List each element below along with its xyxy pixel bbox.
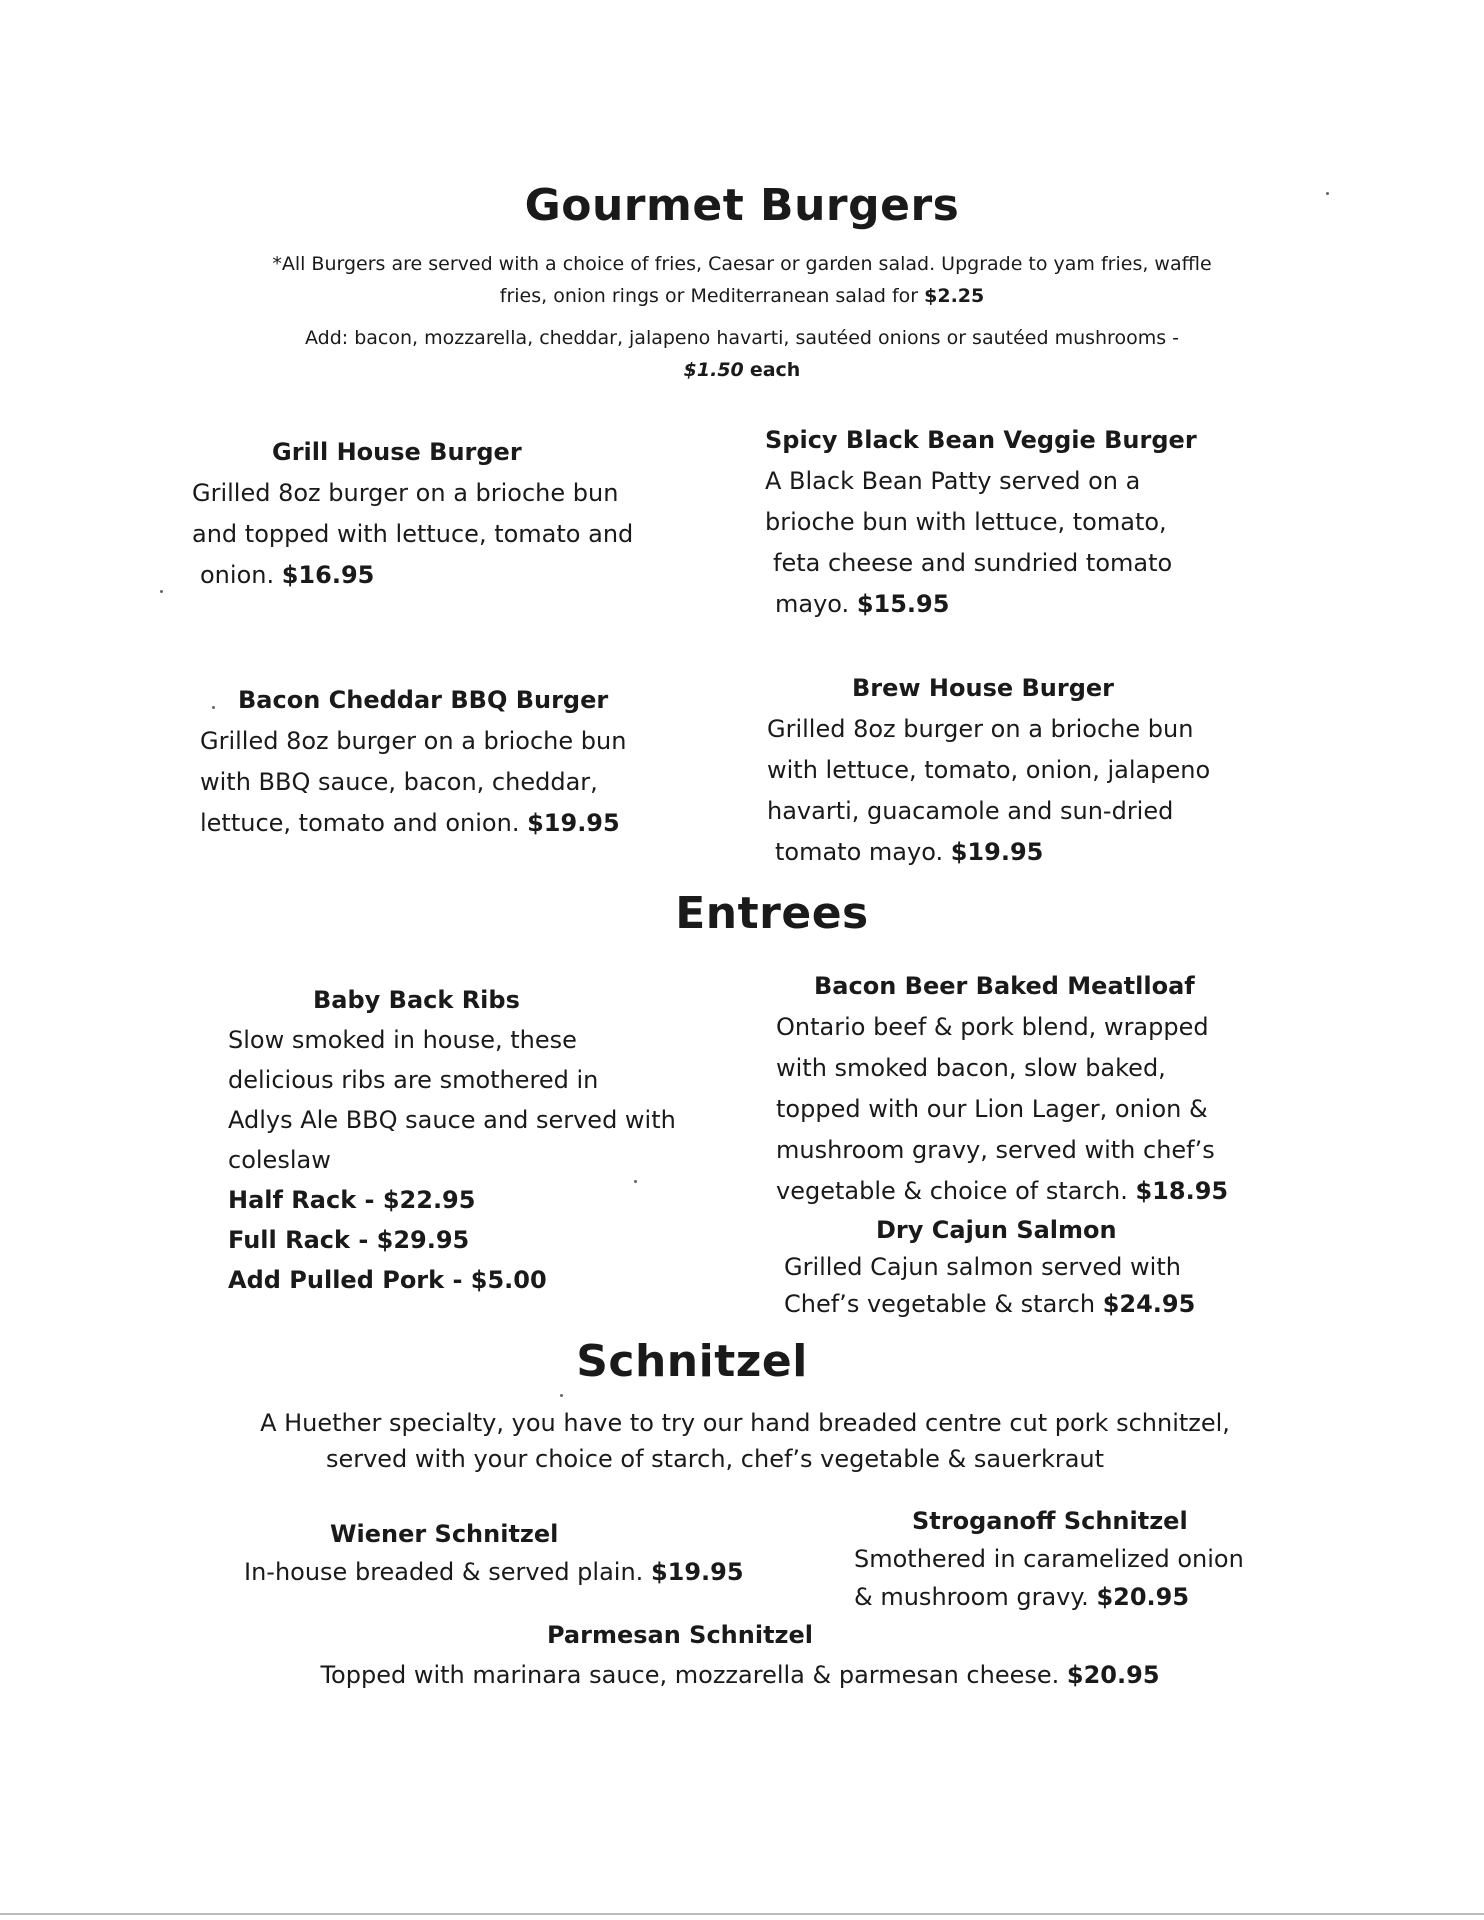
item-desc-line: Grilled Cajun salmon served with <box>784 1253 1181 1281</box>
item-price: $20.95 <box>1096 1583 1190 1611</box>
item-desc-line: Adlys Ale BBQ sauce and served with <box>228 1106 676 1134</box>
menu-item-bacon-beer-baked-meatloaf <box>776 966 1336 1212</box>
item-name: Grill House Burger <box>272 438 522 466</box>
menu-item-dry-cajun-salmon <box>784 1212 1324 1323</box>
item-desc-text: & mushroom gravy. <box>854 1583 1089 1611</box>
item-desc-line: Grilled 8oz burger on a brioche bun <box>767 715 1194 743</box>
burgers-note <box>200 248 1284 386</box>
menu-item-brew-house-burger <box>767 668 1287 873</box>
scan-speck <box>634 1180 637 1183</box>
burgers-note-line2-text: fries, onion rings or Mediterranean salad for <box>499 285 919 307</box>
item-desc-line: mushroom gravy, served with chef’s <box>776 1136 1215 1164</box>
item-desc-last <box>192 555 712 596</box>
burgers-addon-price: $1.50 <box>683 359 744 381</box>
menu-item-grill-house-burger <box>192 432 712 596</box>
item-price: $15.95 <box>856 590 950 618</box>
item-desc-text: mayo. <box>775 590 850 618</box>
item-desc-last <box>776 1171 1336 1212</box>
item-desc-line: coleslaw <box>228 1146 331 1174</box>
scan-speck <box>212 706 215 709</box>
page-bottom-edge <box>0 1913 1484 1915</box>
item-desc-line: Ontario beef & pork blend, wrapped <box>776 1013 1209 1041</box>
item-desc-line: with lettuce, tomato, onion, jalapeno <box>767 756 1211 784</box>
item-name: Bacon Cheddar BBQ Burger <box>238 686 609 714</box>
item-desc-line: feta cheese and sundried tomato <box>773 549 1173 577</box>
item-desc-line: brioche bun with lettuce, tomato, <box>765 508 1167 536</box>
schnitzel-intro <box>220 1405 1270 1477</box>
item-desc-line: Grilled 8oz burger on a brioche bun <box>192 479 619 507</box>
item-name: Brew House Burger <box>852 674 1115 702</box>
item-desc-line: with BBQ sauce, bacon, cheddar, <box>200 768 598 796</box>
schnitzel-intro-line2: served with your choice of starch, chef’s vegetable & sauerkraut <box>325 1445 1105 1473</box>
item-desc-line: delicious ribs are smothered in <box>228 1066 599 1094</box>
item-desc-last <box>784 1286 1324 1323</box>
item-price: $18.95 <box>1135 1177 1229 1205</box>
item-desc-text: lettuce, tomato and onion. <box>200 809 520 837</box>
burgers-note-line3: Add: bacon, mozzarella, cheddar, jalapeno havarti, sautéed onions or sautéed mushrooms - <box>304 327 1180 349</box>
menu-item-baby-back-ribs <box>228 980 728 1300</box>
menu-item-stroganoff-schnitzel <box>854 1502 1354 1616</box>
item-desc-line: Grilled 8oz burger on a brioche bun <box>200 727 627 755</box>
menu-item-wiener-schnitzel <box>244 1515 764 1591</box>
item-name: Baby Back Ribs <box>313 986 520 1014</box>
menu-item-parmesan-schnitzel <box>320 1615 1160 1695</box>
ribs-half-rack-price: Half Rack - $22.95 <box>228 1186 476 1214</box>
item-desc-last <box>765 584 1285 625</box>
item-desc-text: Topped with marinara sauce, mozzarella & parmesan cheese. <box>320 1661 1060 1689</box>
item-name: Stroganoff Schnitzel <box>912 1507 1188 1535</box>
scan-speck <box>1326 192 1329 195</box>
item-price: $20.95 <box>1066 1661 1160 1689</box>
item-desc-last <box>854 1578 1354 1616</box>
item-desc-line: havarti, guacamole and sun-dried <box>767 797 1174 825</box>
item-desc-line: and topped with lettuce, tomato and <box>192 520 634 548</box>
burgers-note-line2 <box>200 280 1284 312</box>
item-name: Parmesan Schnitzel <box>546 1621 814 1649</box>
item-name: Spicy Black Bean Veggie Burger <box>765 426 1197 454</box>
item-desc-line: Slow smoked in house, these <box>228 1026 577 1054</box>
burgers-upgrade-price: $2.25 <box>924 285 985 307</box>
item-desc-text: Chef’s vegetable & starch <box>784 1290 1096 1318</box>
burgers-addon-each: each <box>749 359 801 381</box>
item-desc-last <box>200 803 720 844</box>
item-desc-line: with smoked bacon, slow baked, <box>776 1054 1166 1082</box>
item-desc-line: Smothered in caramelized onion <box>854 1545 1244 1573</box>
section-title-schnitzel: Schnitzel <box>576 1336 808 1387</box>
menu-item-black-bean-veggie-burger <box>765 420 1285 625</box>
item-price: $19.95 <box>527 809 620 837</box>
item-desc-text: vegetable & choice of starch. <box>776 1177 1128 1205</box>
schnitzel-intro-line1: A Huether specialty, you have to try our hand breaded centre cut pork schnitzel, <box>260 1409 1230 1437</box>
burgers-note-line1: *All Burgers are served with a choice of fries, Caesar or garden salad. Upgrade to yam fries, waffle <box>272 253 1212 275</box>
item-desc-last <box>767 832 1287 873</box>
burgers-note-line4 <box>200 354 1284 386</box>
section-title-burgers: Gourmet Burgers <box>524 180 960 231</box>
scan-speck <box>160 590 163 593</box>
item-price: $19.95 <box>950 838 1044 866</box>
item-desc-text: onion. <box>200 561 275 589</box>
section-title-entrees: Entrees <box>675 888 869 939</box>
item-desc-line: topped with our Lion Lager, onion & <box>776 1095 1208 1123</box>
item-name: Wiener Schnitzel <box>330 1520 559 1548</box>
item-price: $16.95 <box>281 561 375 589</box>
item-name: Bacon Beer Baked Meatlloaf <box>814 972 1195 1000</box>
item-price: $19.95 <box>650 1558 744 1586</box>
item-desc-last <box>244 1553 764 1591</box>
menu-item-bacon-cheddar-bbq-burger <box>200 680 720 844</box>
item-price: $24.95 <box>1102 1290 1196 1318</box>
item-name: Dry Cajun Salmon <box>876 1216 1117 1244</box>
item-desc-line: A Black Bean Patty served on a <box>765 467 1141 495</box>
item-desc-last <box>320 1655 1160 1695</box>
ribs-add-pulled-pork-price: Add Pulled Pork - $5.00 <box>228 1266 547 1294</box>
item-desc-text: tomato mayo. <box>775 838 944 866</box>
item-desc-text: In-house breaded & served plain. <box>244 1558 644 1586</box>
ribs-full-rack-price: Full Rack - $29.95 <box>228 1226 470 1254</box>
scan-speck <box>560 1394 563 1397</box>
